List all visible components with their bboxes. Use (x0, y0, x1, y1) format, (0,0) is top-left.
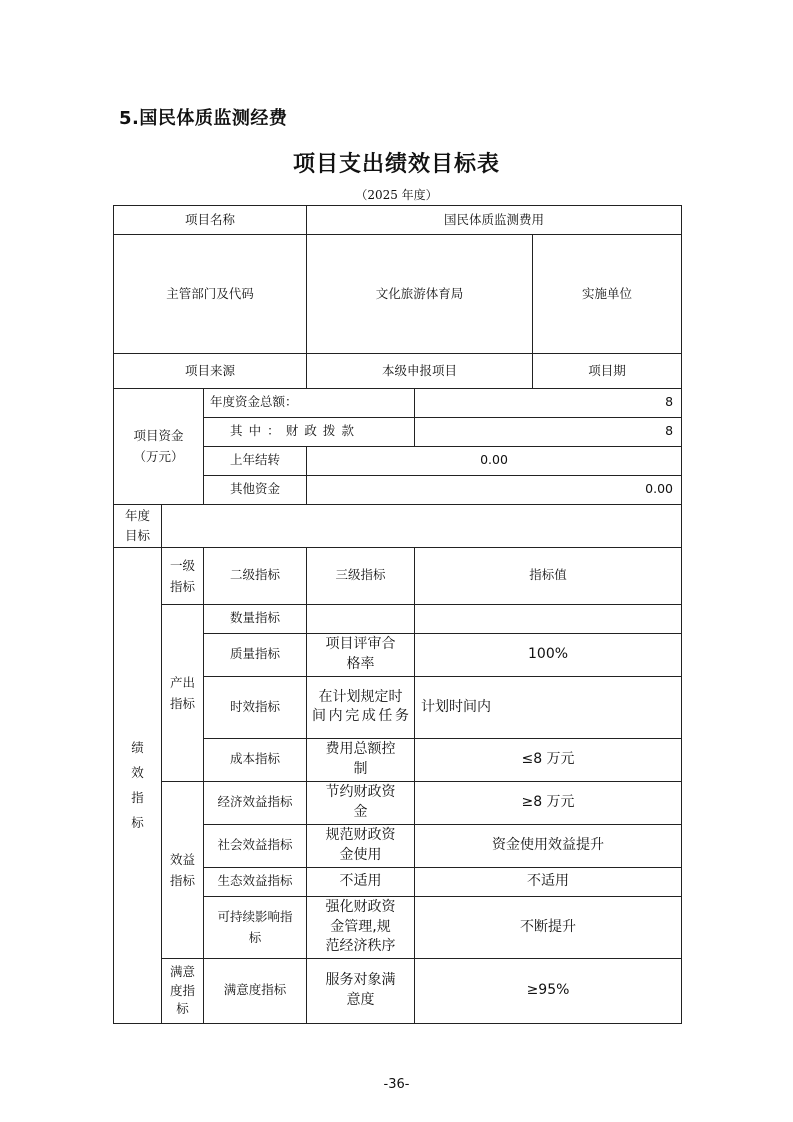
indicator-level3 (307, 896, 415, 958)
performance-table (113, 205, 682, 1024)
fiscal-appropriation-value: 8 (415, 417, 682, 446)
indicator-value: 100% (415, 633, 682, 676)
indicator-level2: 质量指标 (204, 633, 307, 676)
satisfaction-indicators-label-text: 满意度指标 (169, 963, 195, 1017)
indicator-level2: 时效指标 (204, 676, 307, 738)
output-indicators-label-text: 产出指标 (169, 674, 195, 711)
indicator-level3 (307, 781, 415, 824)
project-source-value: 本级申报项目 (307, 354, 533, 389)
indicator-level2 (204, 896, 307, 958)
other-funds-label: 其他资金 (204, 475, 307, 504)
implementing-unit-label: 实施单位 (533, 235, 682, 354)
project-funds-label (114, 388, 204, 504)
table-row (114, 354, 682, 389)
table-row (114, 604, 682, 633)
indicator-value: 不适用 (415, 867, 682, 896)
indicator-level3 (307, 633, 415, 676)
indicator-value: 资金使用效益提升 (415, 824, 682, 867)
indicator-level3-text: 规范财政资金使用 (325, 827, 396, 863)
indicator-level2-text: 可持续影响指标 (217, 909, 293, 946)
fiscal-appropriation-label: 其中：财政拨款 (204, 417, 415, 446)
document-title: 项目支出绩效目标表 (292, 152, 500, 177)
benefit-indicators-label (162, 781, 204, 958)
indicator-level3-text: 项目评审合格率 (325, 636, 396, 672)
performance-indicators-label-text: 绩效指标 (131, 740, 144, 831)
indicator-value: ≤8 万元 (415, 738, 682, 781)
carryover-value: 0.00 (307, 446, 682, 475)
indicator-level3-text: 服务对象满意度 (325, 972, 396, 1008)
table-row (114, 388, 682, 417)
indicator-value: ≥95% (415, 958, 682, 1023)
level1-header (162, 547, 204, 604)
annual-goal-label-text: 年度目标 (124, 507, 150, 543)
indicator-value: ≥8 万元 (415, 781, 682, 824)
department-label: 主管部门及代码 (114, 235, 307, 354)
indicator-level3 (307, 738, 415, 781)
table-row (114, 781, 682, 824)
benefit-indicators-label-text: 效益指标 (169, 851, 195, 888)
indicator-level3-text: 强化财政资金管理,规范经济秩序 (325, 898, 396, 955)
level1-header-text: 一级指标 (169, 557, 195, 594)
indicator-level2: 经济效益指标 (204, 781, 307, 824)
table-row (114, 504, 682, 547)
project-name-label: 项目名称 (114, 206, 307, 235)
indicator-value (415, 604, 682, 633)
table-row (114, 547, 682, 604)
indicator-level2: 满意度指标 (204, 958, 307, 1023)
performance-indicators-label (114, 547, 162, 1023)
indicator-level2: 成本指标 (204, 738, 307, 781)
table-row (114, 958, 682, 1023)
carryover-label: 上年结转 (204, 446, 307, 475)
section-heading: 5.国民体质监测经费 (119, 108, 288, 129)
project-funds-label-text: 项目资金（万元） (133, 428, 184, 465)
table-row (114, 235, 682, 354)
indicator-level3: 不适用 (307, 867, 415, 896)
indicator-level3: 在计划规定时间内完成任务 (307, 676, 415, 738)
indicator-level3-text: 节约财政资金 (325, 784, 396, 820)
indicator-level2: 社会效益指标 (204, 824, 307, 867)
indicator-level2: 数量指标 (204, 604, 307, 633)
indicator-level3 (307, 604, 415, 633)
indicator-value-header: 指标值 (415, 547, 682, 604)
indicator-level3-text: 费用总额控制 (325, 741, 396, 777)
annual-goal-value (162, 504, 682, 547)
indicator-value: 不断提升 (415, 896, 682, 958)
total-funds-value: 8 (415, 388, 682, 417)
indicator-level2: 生态效益指标 (204, 867, 307, 896)
total-funds-label: 年度资金总额： (204, 388, 415, 417)
other-funds-value: 0.00 (307, 475, 682, 504)
department-value: 文化旅游体育局 (307, 235, 533, 354)
project-source-label: 项目来源 (114, 354, 307, 389)
level2-header: 二级指标 (204, 547, 307, 604)
indicator-level3 (307, 824, 415, 867)
indicator-level3 (307, 958, 415, 1023)
indicator-value: 计划时间内 (415, 676, 682, 738)
table-row (114, 206, 682, 235)
level3-header: 三级指标 (307, 547, 415, 604)
document-year: （2025 年度） (355, 188, 438, 202)
output-indicators-label (162, 604, 204, 781)
project-period-label: 项目期 (533, 354, 682, 389)
page-number: -36- (383, 1077, 410, 1092)
annual-goal-label (114, 504, 162, 547)
project-name-value: 国民体质监测费用 (307, 206, 682, 235)
satisfaction-indicators-label (162, 958, 204, 1023)
